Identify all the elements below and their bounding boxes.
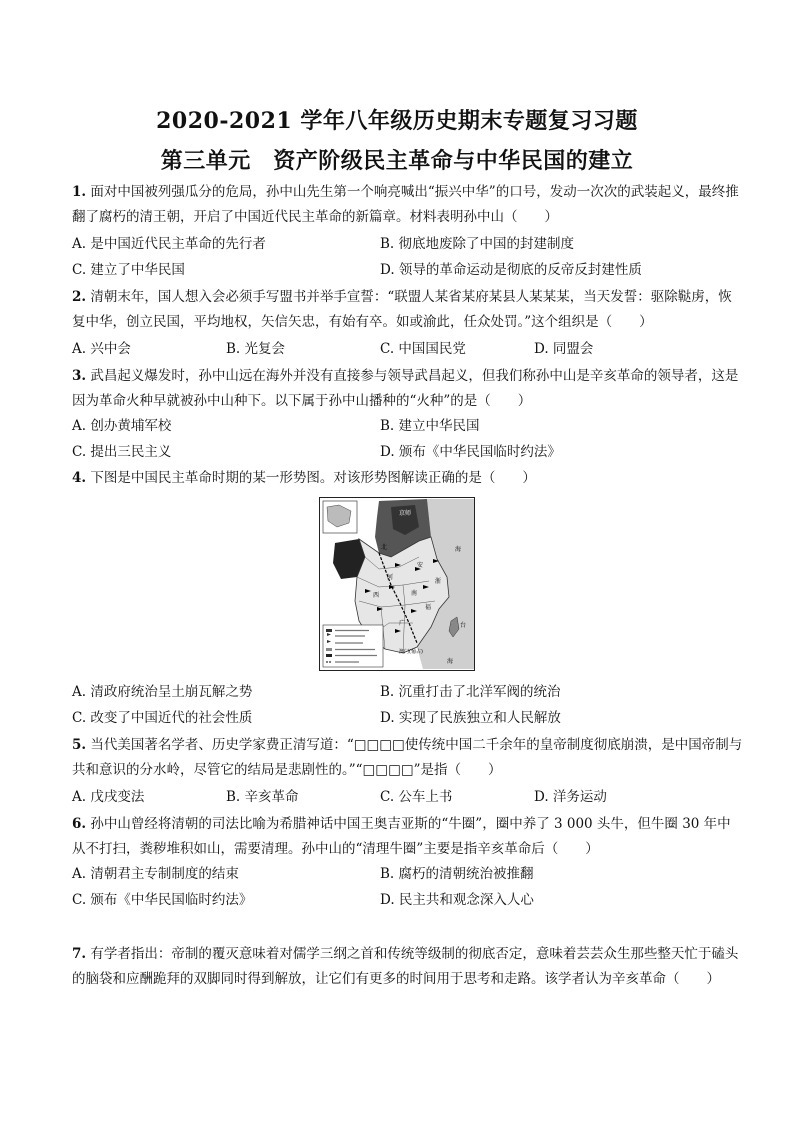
option-d: D. 实现了民族独立和人民解放 xyxy=(380,710,561,726)
question-text: 面对中国被列强瓜分的危局，孙中山先生第一个响亮喊出“振兴中华”的口号，发动一次次的武装起义，最终推翻了腐朽的清王朝，开启了中国近代民主革命的新篇章。材料表明孙中山（ ） xyxy=(72,184,739,225)
question-text: 下图是中国民主革命时期的某一形势图。对该形势图解读正确的是（ ） xyxy=(90,470,536,486)
option-a: A. 是中国近代民主革命的先行者 xyxy=(72,236,266,252)
revolution-situation-map xyxy=(319,497,475,671)
option-b: B. 沉重打击了北洋军阀的统治 xyxy=(380,684,561,700)
question-number: 7. xyxy=(72,946,87,962)
question-text: 清朝末年，国人想入会必须手写盟书并举手宣誓：“联盟人某省某府某县人某某某，当天发誓：驱除鞑虏，恢复中华，创立民国，平均地权，矢信矢忠，有始有卒。如或渝此，任众处罚。”这个组织是（ ） xyxy=(72,289,732,330)
option-c: C. 颁布《中华民国临时约法》 xyxy=(72,892,253,908)
question-number: 6. xyxy=(72,816,87,832)
question-number: 4. xyxy=(72,470,87,486)
map-label: 南 xyxy=(411,590,418,597)
option-b: B. 腐朽的清朝统治被推翻 xyxy=(380,866,534,882)
option-d: D. 民主共和观念深入人心 xyxy=(380,892,534,908)
document-subtitle: 第三单元 资产阶级民主革命与中华民国的建立 xyxy=(160,148,634,174)
question-6 xyxy=(72,812,744,862)
question-number: 2. xyxy=(72,289,87,305)
map-label: 海 xyxy=(455,546,462,553)
map-label: 澳门(葡占) xyxy=(399,649,423,655)
option-c: C. 提出三民主义 xyxy=(72,444,172,460)
question-2 xyxy=(72,285,744,335)
option-b: B. 建立中华民国 xyxy=(380,418,480,434)
option-d: D. 颁布《中华民国临时约法》 xyxy=(380,444,561,460)
map-label: 京师 xyxy=(399,510,412,517)
option-c: C. 公车上书 xyxy=(380,789,453,805)
document-title: 2020-2021 学年八年级历史期末专题复习习题 xyxy=(156,108,638,134)
option-d: D. 领导的革命运动是彻底的反帝反封建性质 xyxy=(380,262,642,278)
option-a: A. 戊戌变法 xyxy=(72,789,145,805)
question-1 xyxy=(72,180,744,230)
map-label: 台 xyxy=(460,622,467,629)
question-number: 1. xyxy=(72,184,87,200)
option-b: B. 光复会 xyxy=(226,341,286,357)
option-a: A. 兴中会 xyxy=(72,341,131,357)
question-text: 武昌起义爆发时，孙中山远在海外并没有直接参与领导武昌起义，但我们称孙中山是辛亥革命的领导者，这是因为革命火种早就被孙中山种下。以下属于孙中山播种的“火种”的是（ ） xyxy=(72,368,739,409)
option-a: A. 清政府统治呈土崩瓦解之势 xyxy=(72,684,253,700)
map-label: 海 xyxy=(447,658,454,665)
question-5 xyxy=(72,733,744,783)
question-number: 5. xyxy=(72,737,87,753)
map-label: 安 xyxy=(417,562,424,569)
map-label: 西 xyxy=(373,592,380,599)
map-label: 北 xyxy=(381,544,388,551)
option-a: A. 清朝君主专制制度的结束 xyxy=(72,866,239,882)
option-d: D. 洋务运动 xyxy=(534,789,607,805)
question-3 xyxy=(72,364,744,414)
option-b: B. 辛亥革命 xyxy=(226,789,299,805)
option-b: B. 彻底地废除了中国的封建制度 xyxy=(380,236,575,252)
question-7 xyxy=(72,942,744,992)
option-c: C. 改变了中国近代的社会性质 xyxy=(72,710,253,726)
question-text: 孙中山曾经将清朝的司法比喻为希腊神话中国王奥吉亚斯的“牛圈”，圈中养了 3 000 头牛，但牛圈 30 年中从不打扫，粪秽堆积如山，需要清理。孙中山的“清理牛圈”主要是指辛亥革命后（ ） xyxy=(72,816,731,857)
question-text: 有学者指出：帝制的覆灭意味着对儒学三纲之首和传统等级制的彻底否定，意味着芸芸众生那些整天忙于磕头的脑袋和应酬跪拜的双脚同时得到解放，让它们有更多的时间用于思考和走路。该学者认为辛亥革命（ ） xyxy=(72,946,739,987)
map-label: 浙 xyxy=(435,578,442,585)
option-c: C. 建立了中华民国 xyxy=(72,262,185,278)
map-label: 福 xyxy=(425,604,432,611)
option-d: D. 同盟会 xyxy=(534,341,594,357)
option-c: C. 中国国民党 xyxy=(380,341,466,357)
option-a: A. 创办黄埔军校 xyxy=(72,418,172,434)
map-label: 广 xyxy=(399,620,406,627)
question-text: 当代美国著名学者、历史学家费正清写道：“□□□□使传统中国二千余年的皇帝制度彻底崩溃，是中国帝制与共和意识的分水岭，尽管它的结局是悲剧性的。”“□□□□”是指（ ） xyxy=(72,737,743,778)
map-label: 河 xyxy=(387,574,394,581)
question-number: 3. xyxy=(72,368,87,384)
question-4 xyxy=(72,466,744,491)
